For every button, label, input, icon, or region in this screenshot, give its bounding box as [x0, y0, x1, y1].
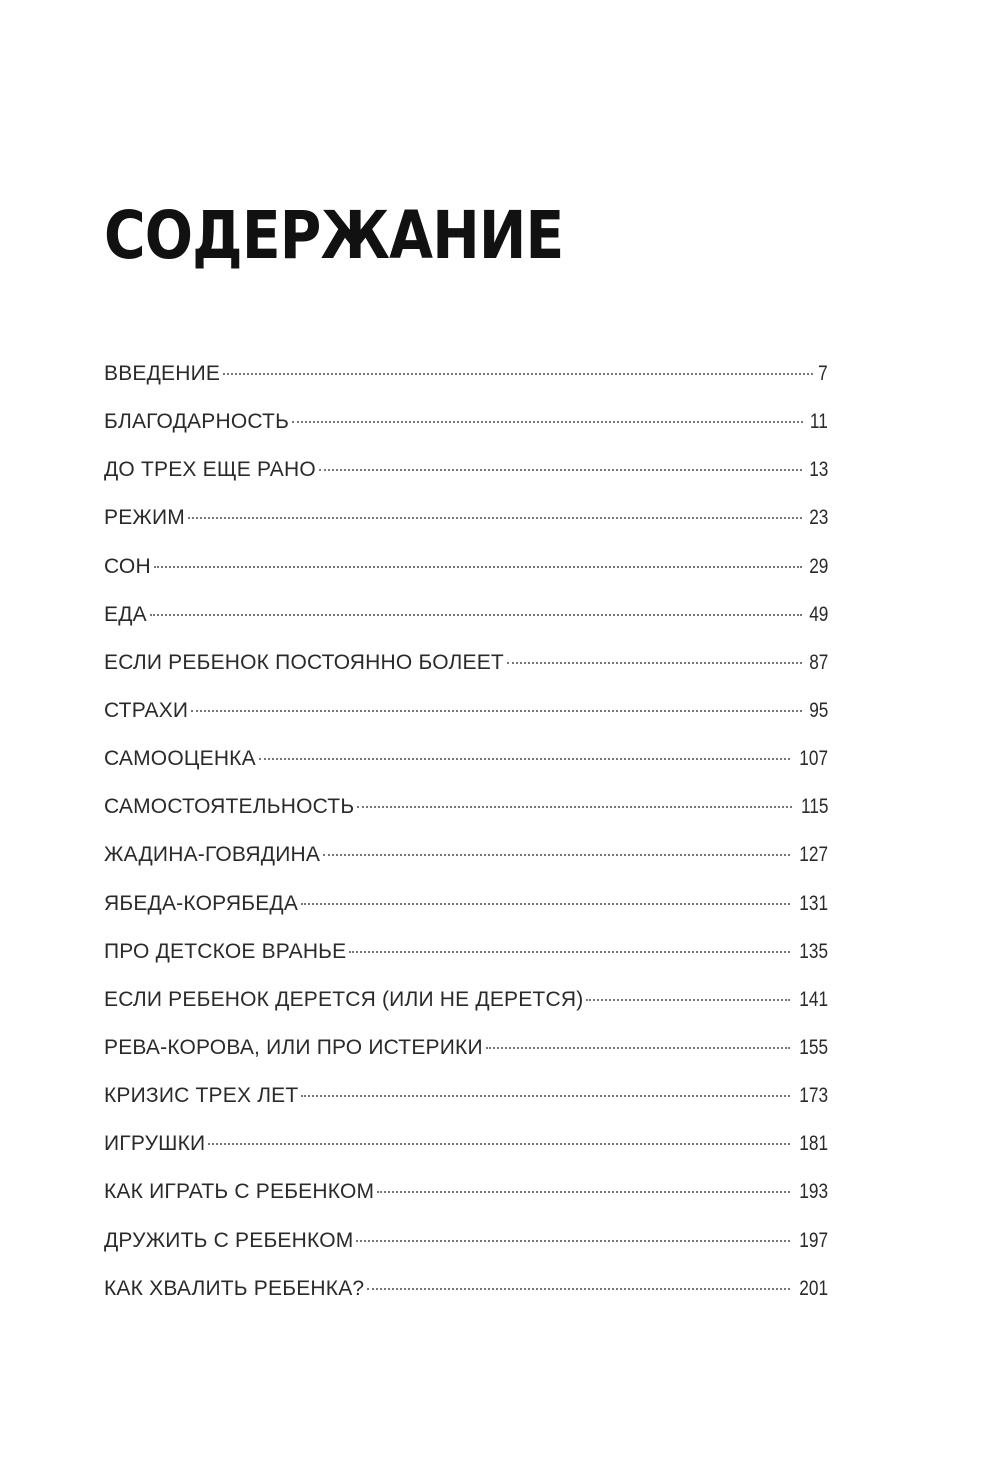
toc-entry-title: БЛАГОДАРНОСТЬ — [104, 410, 290, 434]
toc-entry-page-number: 49 — [808, 602, 828, 626]
dot-leader — [292, 421, 803, 423]
dot-leader — [301, 1095, 790, 1097]
dot-leader — [319, 469, 802, 471]
toc-entry-title-wrap — [104, 930, 346, 974]
toc-entry-page-number: 131 — [799, 891, 828, 915]
toc-entry-title-wrap — [104, 400, 289, 444]
toc-entry-page-number: 115 — [800, 795, 828, 819]
toc-entry-page-number: 107 — [799, 747, 828, 771]
dot-leader — [367, 1288, 790, 1290]
toc-entry — [104, 1267, 828, 1315]
toc-entry-title-wrap — [104, 1219, 353, 1263]
toc-entry — [104, 1219, 828, 1267]
toc-entry-page-number: 7 — [818, 362, 828, 385]
toc-entry — [104, 448, 828, 496]
toc-entry-page-number: 193 — [799, 1180, 828, 1204]
dot-leader — [323, 854, 790, 856]
dot-leader — [301, 903, 790, 905]
toc-entry-title-wrap — [104, 1267, 364, 1311]
toc-entry — [104, 1074, 828, 1122]
toc-entry-title: ЕСЛИ РЕБЕНОК ДЕРЕТСЯ (ИЛИ НЕ ДЕРЕТСЯ) — [104, 987, 584, 1011]
dot-leader — [188, 517, 802, 519]
toc-entry-page-number: 181 — [799, 1132, 828, 1156]
toc-entry — [104, 978, 828, 1026]
toc-entry-title: РЕВА-КОРОВА, ИЛИ ПРО ИСТЕРИКИ — [104, 1035, 483, 1059]
toc-entry — [104, 496, 828, 544]
toc-entry-page-number: 155 — [799, 1035, 828, 1059]
dot-leader — [154, 566, 802, 568]
dot-leader — [586, 999, 790, 1001]
dot-leader — [357, 806, 791, 808]
toc-entry-title-wrap — [104, 448, 316, 492]
toc-entry-title: КАК ХВАЛИТЬ РЕБЕНКА? — [104, 1276, 365, 1300]
dot-leader — [349, 951, 790, 953]
toc-entry-title-wrap — [104, 545, 151, 589]
toc-entry — [104, 352, 828, 400]
dot-leader — [507, 662, 802, 664]
toc-entry-page-number: 11 — [810, 410, 828, 434]
toc-entry-page-number: 95 — [808, 698, 828, 722]
toc-entry — [104, 882, 828, 930]
toc-entry-title-wrap — [104, 352, 220, 396]
toc-entry-title: САМООЦЕНКА — [104, 747, 256, 771]
toc-entry — [104, 545, 828, 593]
toc-entry — [104, 593, 828, 641]
dot-leader — [486, 1047, 790, 1049]
toc-entry-page-number: 141 — [799, 987, 828, 1011]
toc-entry-title: ЯБЕДА-КОРЯБЕДА — [104, 891, 299, 915]
toc-entry-title-wrap — [104, 593, 147, 637]
toc-entry-page-number: 173 — [799, 1084, 828, 1108]
toc-entry-title: ЕСЛИ РЕБЕНОК ПОСТОЯННО БОЛЕЕТ — [104, 650, 504, 674]
toc-entry-title: ИГРУШКИ — [104, 1132, 206, 1156]
toc-entry-title: СОН — [104, 554, 151, 578]
dot-leader — [356, 1240, 790, 1242]
toc-entry — [104, 930, 828, 978]
toc-entry — [104, 833, 828, 881]
toc-entry-title-wrap — [104, 1170, 374, 1214]
toc-entry-title: ЕДА — [104, 602, 147, 626]
toc-entry-title: ПРО ДЕТСКОЕ ВРАНЬЕ — [104, 939, 347, 963]
toc-entry-title-wrap — [104, 833, 320, 877]
toc-entry — [104, 1026, 828, 1074]
toc-entry-page-number: 197 — [799, 1228, 828, 1252]
dot-leader — [377, 1191, 790, 1193]
toc-entry-page-number: 201 — [799, 1276, 828, 1300]
toc-entry-title-wrap — [104, 1122, 205, 1166]
toc-entry-page-number: 87 — [808, 650, 828, 674]
page-title: СОДЕРЖАНИЕ — [104, 197, 564, 274]
toc-entry-title: ДО ТРЕХ ЕЩЕ РАНО — [104, 458, 316, 482]
toc-entry-page-number: 23 — [808, 506, 828, 530]
toc-entry-title-wrap — [104, 882, 298, 926]
toc-entry-page-number: 13 — [808, 458, 828, 482]
toc-entry-title: ЖАДИНА-ГОВЯДИНА — [104, 843, 321, 867]
toc-entry — [104, 1170, 828, 1218]
toc-entry — [104, 400, 828, 448]
toc-entry-title-wrap — [104, 737, 256, 781]
toc-entry-title: САМОСТОЯТЕЛЬНОСТЬ — [104, 795, 355, 819]
toc-entry-title: СТРАХИ — [104, 698, 189, 722]
dot-leader — [223, 373, 813, 375]
toc-entry-page-number: 135 — [799, 939, 828, 963]
toc-entry-title-wrap — [104, 1074, 298, 1118]
toc-entry-title: КРИЗИС ТРЕХ ЛЕТ — [104, 1084, 299, 1108]
toc-entry-page-number: 127 — [799, 843, 828, 867]
table-of-contents — [104, 352, 828, 1315]
toc-entry — [104, 737, 828, 785]
dot-leader — [259, 758, 790, 760]
toc-entry — [104, 1122, 828, 1170]
toc-entry-title: КАК ИГРАТЬ С РЕБЕНКОМ — [104, 1180, 375, 1204]
toc-entry-title-wrap — [104, 496, 185, 540]
toc-entry-title-wrap — [104, 689, 188, 733]
toc-entry-page-number: 29 — [808, 554, 828, 578]
toc-entry-title-wrap — [104, 641, 504, 685]
dot-leader — [150, 614, 802, 616]
toc-entry — [104, 689, 828, 737]
toc-entry-title: РЕЖИМ — [104, 506, 185, 530]
toc-entry-title-wrap — [104, 978, 583, 1022]
toc-entry-title-wrap — [104, 1026, 483, 1070]
toc-entry-title: ВВЕДЕНИЕ — [104, 362, 221, 385]
dot-leader — [191, 710, 801, 712]
toc-entry — [104, 785, 828, 833]
toc-entry — [104, 641, 828, 689]
dot-leader — [208, 1143, 790, 1145]
toc-entry-title: ДРУЖИТЬ С РЕБЕНКОМ — [104, 1228, 354, 1252]
toc-entry-title-wrap — [104, 785, 354, 829]
